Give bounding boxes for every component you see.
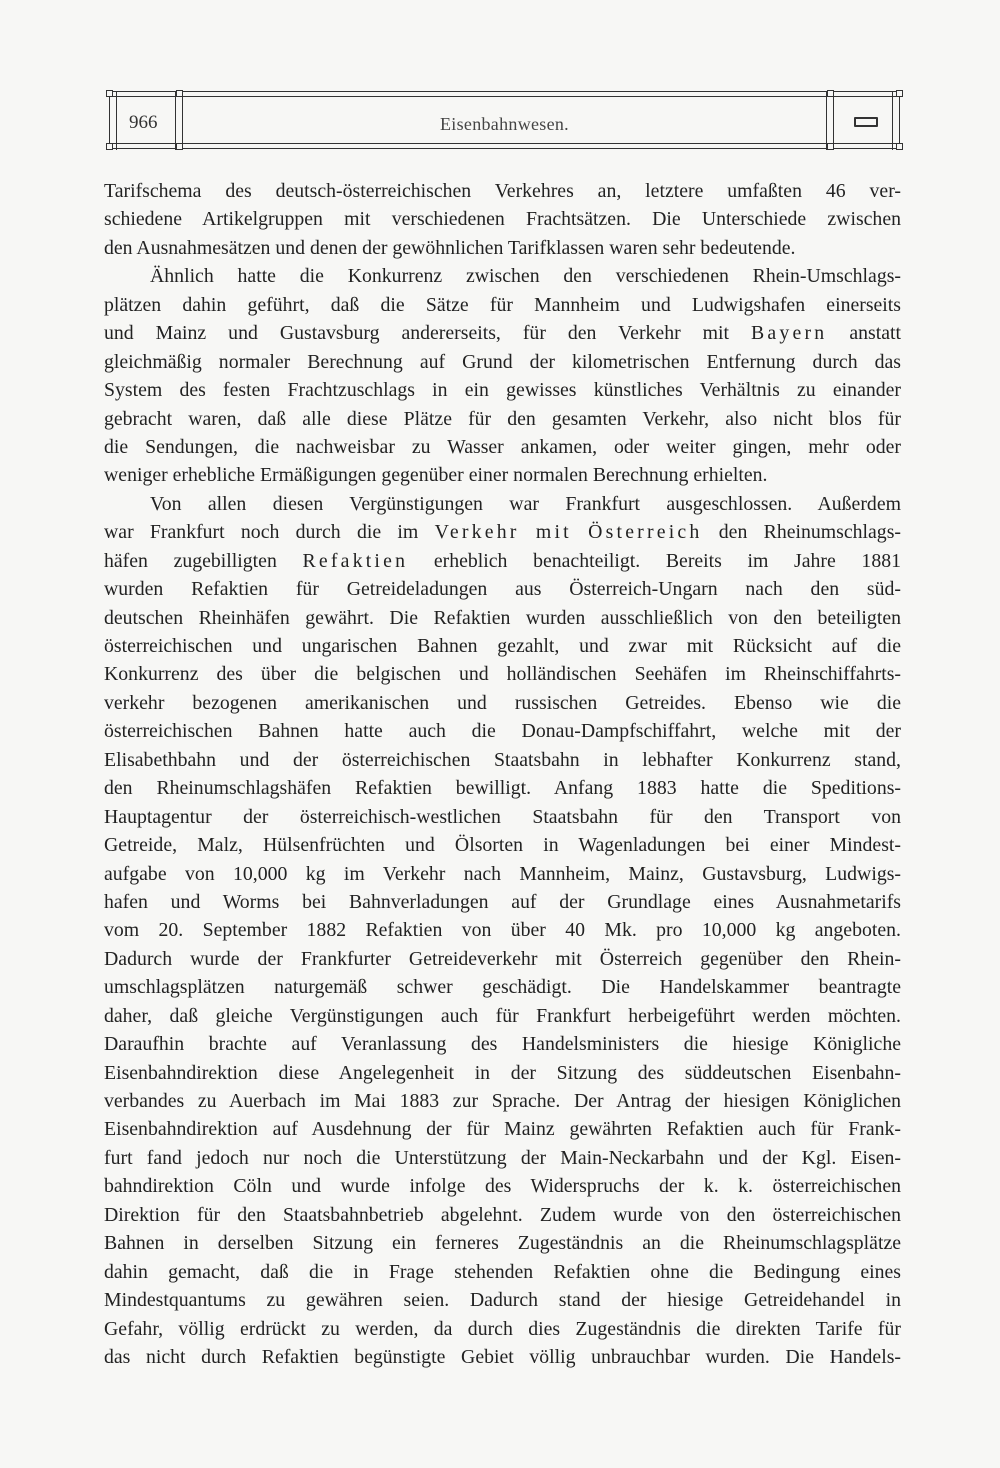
text-line: wurden Refaktien für Getreideladungen aus Österreich-Ungarn nach den süd- [104,578,901,601]
text-line: Getreide, Malz, Hülsenfrüchten und Ölsorten in Wagenladungen bei einer Mindest- [104,834,901,857]
header-rule-top-inner [107,96,902,97]
text-line: österreichischen Bahnen hatte auch die Donau-Dampfschiffahrt, welche mit der [104,720,901,743]
header-rule-top [107,91,902,92]
text-line: verbandes zu Auerbach im Mai 1883 zur Sprache. Der Antrag der hiesigen Königlichen [104,1090,901,1112]
text-line: vom 20. September 1882 Refaktien von über 40 Mk. pro 10,000 kg angeboten. [104,919,901,942]
text-line: und Mainz und Gustavsburg andererseits, für den Verkehr mit Bayern anstatt [104,322,901,345]
text-line: Gefahr, völlig erdrückt zu werden, da durch dies Zugeständnis die direkten Tarife für [104,1317,901,1340]
text-line: furt fand jedoch nur noch die Unterstützung der Main-Neckarbahn und der Kgl. Eisen- [104,1146,901,1169]
header-divider [833,92,834,150]
text-line: Konkurrenz des über die belgischen und holländischen Seehäfen im Rheinschiffahrts- [104,663,901,686]
text-line: Bahnen in derselben Sitzung ein ferneres Zugeständnis an die Rheinumschlagsplätze [104,1232,901,1255]
body-text [104,177,901,1371]
text-line: verkehr bezogenen amerikanischen und russischen Getreides. Ebenso wie die [104,691,901,714]
header-divider [116,92,117,150]
text-line: gleichmäßig normaler Berechnung auf Grund der kilometrischen Entfernung durch das [104,350,901,373]
header-ornament-knot [827,90,834,97]
header-ornament-knot [827,143,834,150]
text-line: bahndirektion Cöln und wurde infolge des Widerspruchs der k. k. österreichischen [104,1175,901,1198]
text-line: Mindestquantums zu gewähren seien. Dadurch stand der hiesige Getreidehandel in [104,1289,901,1312]
header-ornament-knot [176,90,183,97]
running-title: Eisenbahnwesen. [440,114,569,134]
text-line: den Ausnahmesätzen und denen der gewöhnlichen Tarifklassen waren sehr bedeutende. [104,236,796,259]
header-ornament-knot [176,143,183,150]
text-line: Direktion für den Staatsbahnbetrieb abgelehnt. Zudem wurde von den österreichischen [104,1203,901,1226]
text-line: Tarifschema des deutsch-österreichischen Verkehres an, letztere umfaßten 46 ver- [104,180,901,202]
header-divider [899,92,900,150]
header-ornament-knot [896,143,903,150]
text-line: gebracht waren, daß alle diese Plätze für den gesamten Verkehr, also nicht blos für [104,407,901,430]
text-line: daher, daß gleiche Vergünstigungen auch für Frankfurt herbeigeführt werden möchten. [104,1004,901,1027]
text-line: hafen und Worms bei Bahnverladungen auf der Grundlage eines Ausnahmetarifs [104,890,901,913]
text-line: den Rheinumschlagshäfen Refaktien bewilligt. Anfang 1883 hatte die Speditions- [104,777,901,800]
text-line: Dadurch wurde der Frankfurter Getreideverkehr mit Österreich gegenüber den Rhein- [104,947,901,970]
text-line: deutschen Rheinhäfen gewährt. Die Refaktien wurden ausschließlich von den beteiligten [104,606,901,629]
text-line: Hauptagentur der österreichisch-westlichen Staatsbahn für den Transport von [104,805,901,828]
page-number: 966 [129,112,158,133]
text-line: häfen zugebilligten Refaktien erheblich benachteiligt. Bereits im Jahre 1881 [104,549,901,572]
text-line: österreichischen und ungarischen Bahnen gezahlt, und zwar mit Rücksicht auf die [104,635,901,657]
text-line: weniger erhebliche Ermäßigungen gegenüber einer normalen Berechnung erhielten. [104,464,768,487]
rectangle-ornament-icon [854,117,878,127]
header-ornament-knot [106,143,113,150]
header-rule-bottom [107,148,902,149]
header-ornament-knot [106,90,113,97]
text-line: plätzen dahin geführt, daß die Sätze für Mannheim und Ludwigshafen einerseits [104,293,901,316]
text-line: war Frankfurt noch durch die im Verkehr mit Österreich den Rheinumschlags- [104,521,901,544]
text-line: das nicht durch Refaktien begünstigte Gebiet völlig unbrauchbar wurden. Die Handels- [104,1345,901,1368]
text-line: Daraufhin brachte auf Veranlassung des Handelsministers die hiesige Königliche [104,1033,901,1056]
text-line: aufgabe von 10,000 kg im Verkehr nach Mannheim, Mainz, Gustavsburg, Ludwigs- [104,862,901,885]
header-ornament-knot [896,90,903,97]
header-divider [892,92,893,150]
text-line: dahin gemacht, daß die in Frage stehenden Refaktien ohne die Bedingung eines [104,1260,901,1283]
text-line: Eisenbahndirektion diese Angelegenheit in der Sitzung des süddeutschen Eisenbahn- [104,1061,901,1084]
text-line: Von allen diesen Vergünstigungen war Frankfurt ausgeschlossen. Außerdem [150,492,901,515]
text-line: Elisabethbahn und der österreichischen Staatsbahn in lebhafter Konkurrenz stand, [104,748,901,771]
text-line: Ähnlich hatte die Konkurrenz zwischen den verschiedenen Rhein-Umschlags- [150,265,901,288]
text-line: die Sendungen, die nachweisbar zu Wasser ankamen, oder weiter gingen, mehr oder [104,435,901,458]
header-rule-bottom-inner [107,143,902,144]
header-divider [109,92,110,150]
text-line: Eisenbahndirektion auf Ausdehnung der für Mainz gewährten Refaktien auch für Frank- [104,1118,901,1141]
text-line: umschlagsplätzen naturgemäß schwer geschädigt. Die Handelskammer beantragte [104,976,901,999]
text-line: schiedene Artikelgruppen mit verschiedenen Frachtsätzen. Die Unterschiede zwischen [104,208,901,231]
text-line: System des festen Frachtzuschlags in ein gewisses künstliches Verhältnis zu einander [104,379,901,402]
page-header [107,90,902,152]
